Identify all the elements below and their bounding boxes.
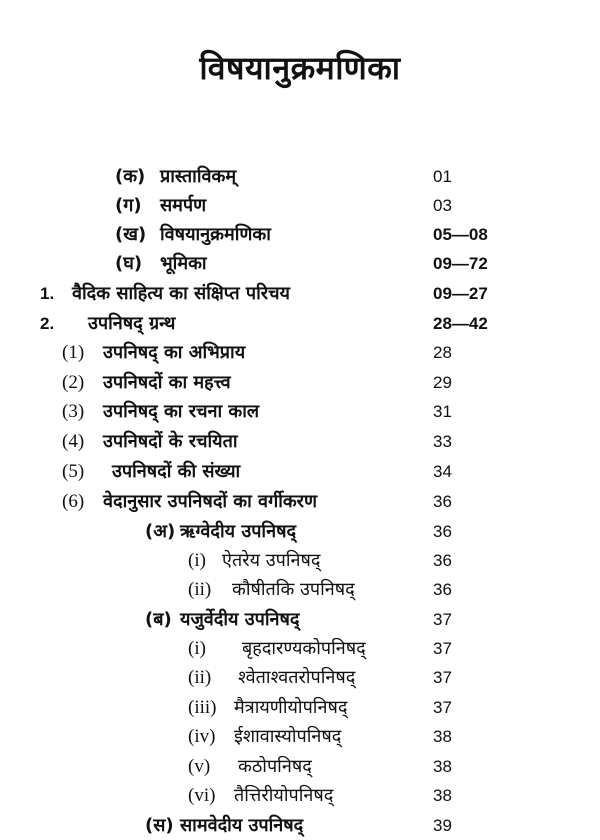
entry-label: उपनिषदों का महत्त्व <box>103 372 231 393</box>
entry-number: (ख) <box>115 224 147 245</box>
entry-label: उपनिषदों के रचयिता <box>103 431 238 452</box>
entry-label: उपनिषदों की संख्या <box>112 461 241 482</box>
entry-page: 38 <box>433 757 452 776</box>
entry-label: कठोपनिषद् <box>238 756 312 777</box>
entry-page: 28—42 <box>433 314 488 333</box>
entry-page: 09—72 <box>433 254 488 273</box>
toc-entry-rigvediya <box>0 518 600 546</box>
entry-label: समर्पण <box>160 195 207 216</box>
entry-number: (ग) <box>115 195 142 216</box>
entry-number: (v) <box>188 756 211 777</box>
toc-entry-bhumika <box>0 250 600 278</box>
entry-number: (iv) <box>188 726 216 747</box>
entry-number: (5) <box>62 461 85 482</box>
toc-entry-2-1 <box>0 339 600 367</box>
entry-label: वेदानुसार उपनिषदों का वर्गीकरण <box>103 491 318 512</box>
entry-number: (i) <box>188 638 206 659</box>
entry-page: 38 <box>433 727 452 746</box>
entry-page: 37 <box>433 639 452 658</box>
toc-entry-prastavikam <box>0 163 600 191</box>
entry-number: (घ) <box>115 253 143 274</box>
entry-label: उपनिषद् ग्रन्थ <box>88 313 176 334</box>
entry-label: विषयानुक्रमणिका <box>160 224 271 245</box>
entry-label: ईशावास्योपनिषद् <box>234 726 342 747</box>
toc-entry-katha <box>0 753 600 781</box>
entry-label: प्रास्ताविकम् <box>160 166 237 187</box>
toc-entry-2-4 <box>0 428 600 456</box>
entry-page: 05—08 <box>433 225 488 244</box>
entry-number: (4) <box>62 431 85 452</box>
entry-number: (ब) <box>145 609 172 630</box>
entry-number: (iii) <box>188 697 217 718</box>
entry-number: (2) <box>62 372 85 393</box>
entry-label: भूमिका <box>160 253 207 274</box>
toc-entry-ishavasya <box>0 723 600 751</box>
entry-number: (अ) <box>145 521 176 542</box>
entry-page: 37 <box>433 610 452 629</box>
entry-label: ऐतरेय उपनिषद् <box>222 550 321 571</box>
entry-label: उपनिषद् का अभिप्राय <box>103 342 246 363</box>
toc-entry-taittiriya <box>0 782 600 810</box>
entry-number: (क) <box>115 166 146 187</box>
entry-label: वैदिक साहित्य का संक्षिप्त परिचय <box>72 283 290 304</box>
toc-entry-vishayanukramanika <box>0 221 600 249</box>
entry-number: 2. <box>40 314 55 333</box>
entry-page: 36 <box>433 580 452 599</box>
page-title: विषयानुक्रमणिका <box>199 49 401 87</box>
entry-label: तैत्तिरीयोपनिषद् <box>234 785 334 806</box>
toc-entry-2-3 <box>0 398 600 426</box>
entry-label: मैत्रायणीयोपनिषद् <box>234 697 348 718</box>
toc-entry-samavediya <box>0 812 600 840</box>
entry-page: 03 <box>433 196 452 215</box>
toc-entry-brihadaranyaka <box>0 635 600 663</box>
entry-label: कौषीतकि उपनिषद् <box>232 579 355 600</box>
entry-page: 28 <box>433 343 452 362</box>
entry-number: (6) <box>62 491 85 512</box>
toc-entry-samarpan <box>0 192 600 220</box>
entry-page: 36 <box>433 492 452 511</box>
toc-entry-shvetashvatara <box>0 664 600 692</box>
entry-number: (ii) <box>188 667 212 688</box>
entry-page: 33 <box>433 432 452 451</box>
entry-number: (स) <box>145 815 174 836</box>
entry-page: 37 <box>433 698 452 717</box>
entry-page: 38 <box>433 786 452 805</box>
entry-page: 36 <box>433 522 452 541</box>
entry-label: उपनिषद् का रचना काल <box>103 401 260 422</box>
toc-entry-2-5 <box>0 458 600 486</box>
entry-label: ऋग्वेदीय उपनिषद् <box>180 521 297 542</box>
entry-label: श्वेताश्वतरोपनिषद् <box>238 667 356 688</box>
entry-page: 31 <box>433 402 452 421</box>
toc-entry-maitrayaniya <box>0 694 600 722</box>
entry-page: 01 <box>433 167 452 186</box>
entry-number: (3) <box>62 401 85 422</box>
toc-entry-2-2 <box>0 369 600 397</box>
entry-page: 37 <box>433 668 452 687</box>
entry-page: 34 <box>433 462 452 481</box>
entry-number: (i) <box>188 550 206 571</box>
toc-entry-aitareya <box>0 547 600 575</box>
entry-number: (ii) <box>188 579 212 600</box>
entry-label: बृहदारण्यकोपनिषद् <box>242 638 366 659</box>
toc-entry-2-6 <box>0 488 600 516</box>
toc-entry-yajurvediya <box>0 606 600 634</box>
toc-entry-chapter-2 <box>0 310 600 338</box>
entry-page: 36 <box>433 551 452 570</box>
entry-page: 09—27 <box>433 284 488 303</box>
entry-page: 29 <box>433 373 452 392</box>
entry-label: सामवेदीय उपनिषद् <box>180 815 304 836</box>
entry-label: यजुर्वेदीय उपनिषद् <box>180 609 300 630</box>
toc-entry-kaushitaki <box>0 576 600 604</box>
entry-number: 1. <box>40 284 55 303</box>
toc-entry-chapter-1 <box>0 280 600 308</box>
entry-number: (vi) <box>188 785 216 806</box>
entry-number: (1) <box>62 342 85 363</box>
entry-page: 39 <box>433 816 452 835</box>
